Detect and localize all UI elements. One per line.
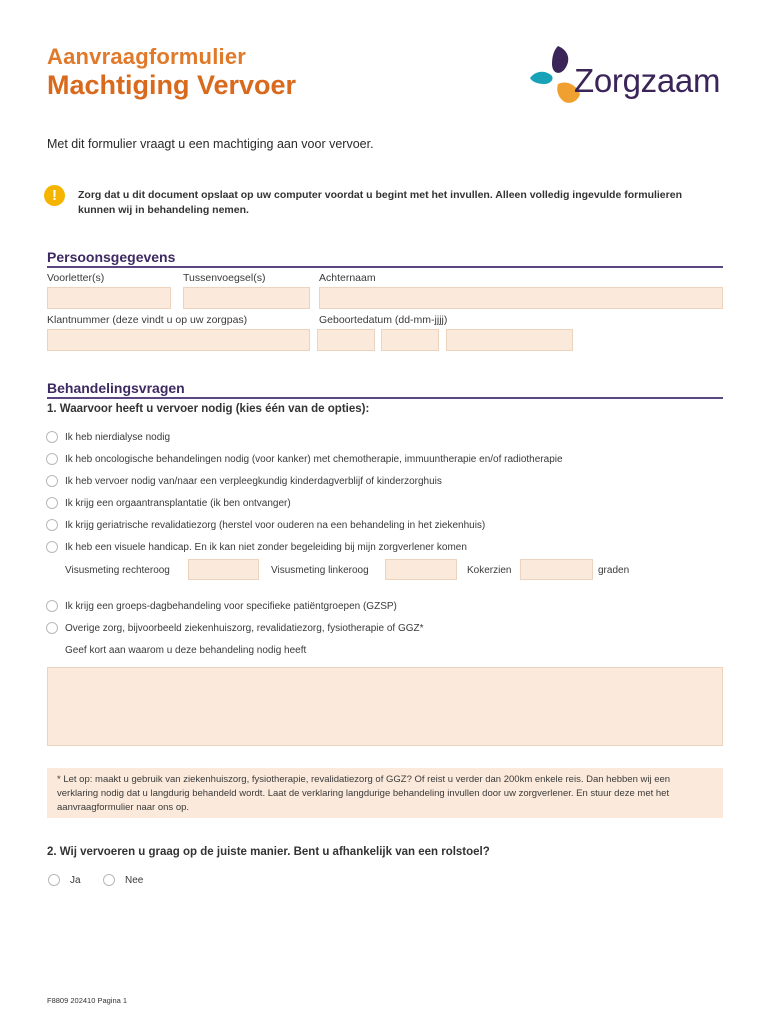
vision-left-field[interactable] [385, 559, 457, 580]
label-vision-left: Visusmeting linkeroog [271, 565, 369, 576]
logo-wordmark: Zorgzaam [574, 62, 721, 99]
label-reason: Geef kort aan waarom u deze behandeling nodig heeft [65, 645, 307, 656]
radio-button[interactable] [46, 453, 58, 465]
option-label: Ik heb vervoer nodig van/naar een verpleegkundig kinderdagverblijf of kinderzorghuis [65, 475, 442, 487]
option-wheelchair-no[interactable] [103, 874, 143, 886]
option-label: Ik heb een visuele handicap. En ik kan niet zonder begeleiding bij mijn zorgverlener komen [65, 541, 467, 553]
label-initials: Voorletter(s) [47, 272, 105, 284]
section-title-treatment: Behandelingsvragen [47, 380, 185, 396]
birthdate-year-field[interactable] [446, 329, 573, 351]
option-wheelchair-yes[interactable] [48, 874, 81, 886]
label-tunnel-vision: Kokerzien [467, 565, 512, 576]
reason-textarea[interactable] [47, 667, 723, 746]
radio-button[interactable] [46, 600, 58, 612]
intro-text: Met dit formulier vraagt u een machtiging aan voor vervoer. [47, 137, 374, 151]
option-geriatric[interactable] [46, 519, 485, 531]
radio-button[interactable] [46, 622, 58, 634]
surname-field[interactable] [319, 287, 723, 309]
option-visual-handicap[interactable] [46, 541, 467, 553]
client-number-field[interactable] [47, 329, 310, 351]
radio-button[interactable] [46, 431, 58, 443]
option-label: Ik krijg geriatrische revalidatiezorg (herstel voor ouderen na een behandeling in het ziekenhuis) [65, 519, 486, 531]
option-label: Overige zorg, bijvoorbeeld ziekenhuiszorg, revalidatiezorg, fysiotherapie of GGZ* [65, 622, 424, 634]
vision-right-field[interactable] [188, 559, 259, 580]
form-title-line1: Aanvraagformulier [47, 44, 247, 69]
zorgzaam-logo [528, 44, 728, 108]
option-group-day-treatment[interactable] [46, 600, 397, 612]
option-transplant[interactable] [46, 497, 291, 509]
option-label: Ik krijg een groeps-dagbehandeling voor specifieke patiëntgroepen (GZSP) [65, 600, 397, 612]
label-infix: Tussenvoegsel(s) [183, 272, 266, 284]
label-surname: Achternaam [319, 272, 376, 284]
option-label: Ik heb oncologische behandelingen nodig (voor kanker) met chemotherapie, immuuntherapie en/of radiotherapie [65, 453, 563, 465]
tunnel-vision-field[interactable] [520, 559, 593, 580]
option-label: Ik krijg een orgaantransplantatie (ik ben ontvanger) [65, 497, 291, 509]
label-degrees: graden [598, 565, 630, 576]
section-divider [47, 266, 723, 268]
radio-button[interactable] [46, 541, 58, 553]
option-oncology[interactable] [46, 453, 563, 465]
page-footer: F8809 202410 Pagina 1 [47, 996, 128, 1005]
infix-field[interactable] [183, 287, 310, 309]
option-label: Nee [125, 874, 144, 886]
question-1: 1. Waarvoor heeft u vervoer nodig (kies één van de opties): [47, 403, 370, 415]
radio-button[interactable] [46, 519, 58, 531]
birthdate-day-field[interactable] [317, 329, 375, 351]
label-birthdate: Geboortedatum (dd-mm-jjjj) [319, 314, 448, 326]
warning-text: Zorg dat u dit document opslaat op uw computer voordat u begint met het invullen. Alleen volledig ingevulde formulieren kunnen wij in behandeling nemen. [78, 189, 682, 216]
option-dialysis[interactable] [46, 431, 170, 443]
question-2: 2. Wij vervoeren u graag op de juiste manier. Bent u afhankelijk van een rolstoel? [47, 846, 490, 858]
section-title-personal: Persoonsgegevens [47, 249, 176, 265]
radio-button[interactable] [46, 475, 58, 487]
note-box: * Let op: maakt u gebruik van ziekenhuiszorg, fysiotherapie, revalidatiezorg of GGZ? Of reist u verder dan 200km enkele reis. Dan hebben wij een verklaring nodig dat u langdurig behandeld wordt. Laat de verklaring langdurige behandeling invullen door uw zorgverlener. En stuur deze met het aanvraagformulier naar ons op. [47, 768, 723, 818]
section-divider [47, 397, 723, 399]
label-vision-right: Visusmeting rechteroog [65, 565, 170, 576]
option-childcare[interactable] [46, 475, 442, 487]
warning-icon: ! [44, 185, 65, 206]
option-other-care[interactable] [46, 622, 424, 634]
option-label: Ja [70, 874, 81, 886]
radio-button[interactable] [46, 497, 58, 509]
radio-button[interactable] [103, 874, 115, 886]
option-label: Ik heb nierdialyse nodig [65, 431, 171, 443]
form-title-line2: Machtiging Vervoer [47, 70, 297, 100]
initials-field[interactable] [47, 287, 171, 309]
birthdate-month-field[interactable] [381, 329, 439, 351]
label-client-number: Klantnummer (deze vindt u op uw zorgpas) [47, 314, 248, 326]
radio-button[interactable] [48, 874, 60, 886]
